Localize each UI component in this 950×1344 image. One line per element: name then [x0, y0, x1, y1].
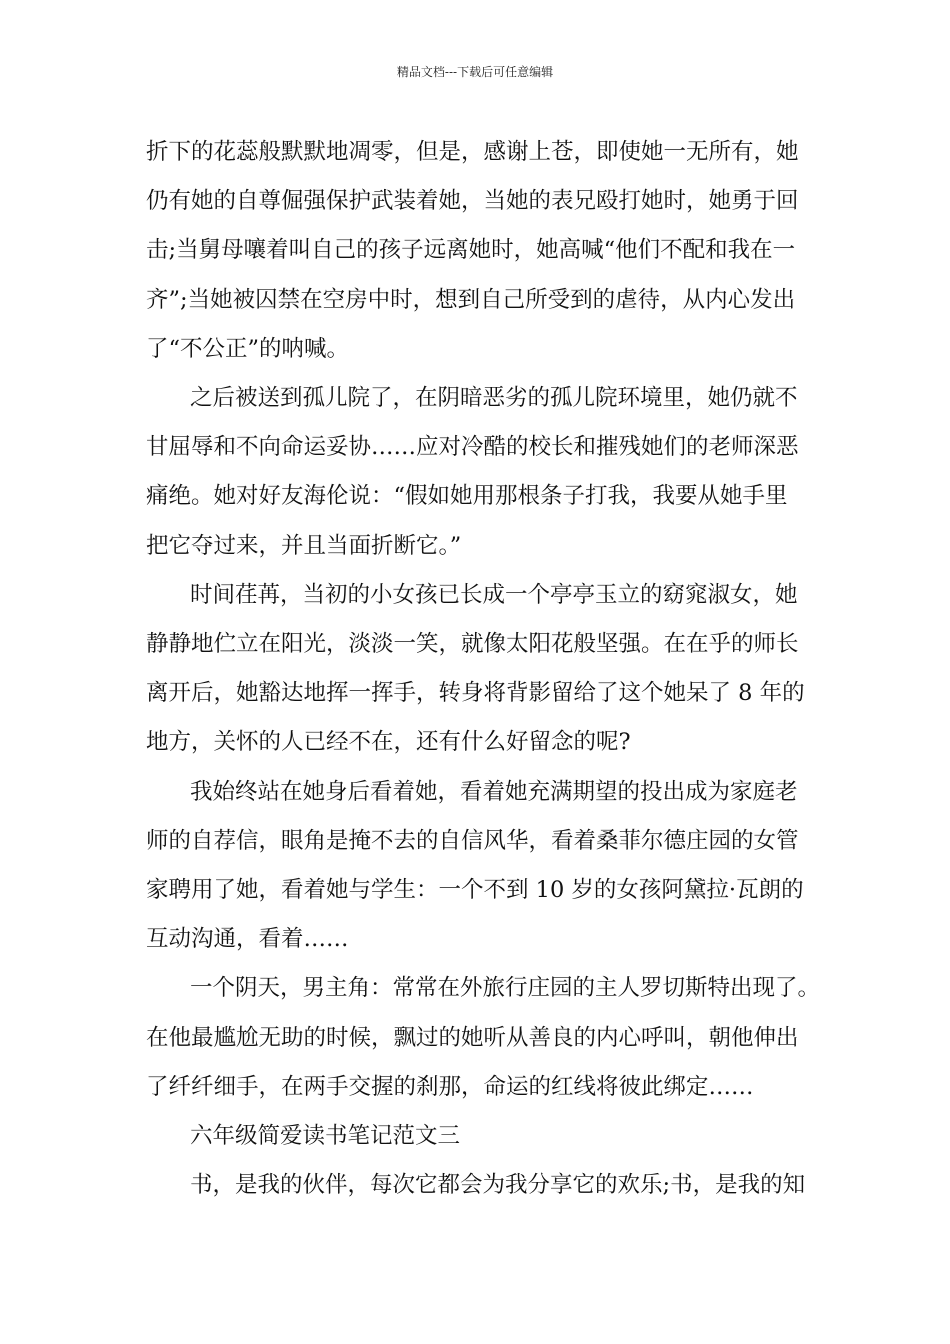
text-line: 家聘用了她，看着她与学生：一个不到 10 岁的女孩阿黛拉·瓦朗的 [146, 877, 804, 903]
text-line: 了纤纤细手，在两手交握的刹那，命运的红线将彼此绑定…… [146, 1073, 754, 1100]
text-line: 了“不公正”的呐喊。 [146, 335, 350, 362]
text-line: 折下的花蕊般默默地凋零，但是，感谢上苍，即使她一无所有，她 [146, 139, 799, 165]
text-line: 之后被送到孤儿院了，在阴暗恶劣的孤儿院环境里，她仍就不 [190, 385, 798, 411]
text-line: 一个阴天，男主角：常常在外旅行庄园的主人罗切斯特出现了。 [190, 975, 821, 1002]
text-line: 甘屈辱和不向命运妥协……应对冷酷的校长和摧残她们的老师深恶 [146, 434, 799, 461]
text-line: 时间荏苒，当初的小女孩已长成一个亭亭玉立的窈窕淑女，她 [190, 581, 798, 608]
text-line: 师的自荐信，眼角是掩不去的自信风华，看着桑菲尔德庄园的女管 [146, 827, 799, 854]
text-line: 把它夺过来，并且当面折断它。” [146, 532, 462, 559]
section-heading: 六年级简爱读书笔记范文三 [190, 1123, 461, 1149]
text-line: 我始终站在她身后看着她，看着她充满期望的投出成为家庭老 [190, 778, 798, 805]
text-line: 痛绝。她对好友海伦说：“假如她用那根条子打我，我要从她手里 [146, 483, 788, 510]
text-line: 击;当舅母嚷着叫自己的孩子远离她时，她高喊“他们不配和我在一 [146, 237, 796, 264]
text-line: 互动沟通，看着…… [146, 926, 349, 953]
text-line: 书，是我的伙伴，每次它都会为我分享它的欢乐;书，是我的知 [190, 1172, 806, 1199]
text-line: 地方，关怀的人已经不在，还有什么好留念的呢? [146, 729, 631, 756]
text-line: 齐”;当她被囚禁在空房中时，想到自己所受到的虐待，从内心发出 [146, 286, 796, 313]
text-line: 在他最尴尬无助的时候，飘过的她听从善良的内心呼叫，朝他伸出 [146, 1024, 799, 1051]
text-line: 离开后，她豁达地挥一挥手，转身将背影留给了这个她呆了 8 年的 [146, 680, 805, 707]
page-header: 精品文档---下载后可任意编辑 [396, 65, 554, 79]
text-line: 静静地伫立在阳光，淡淡一笑，就像太阳花般坚强。在在乎的师长 [146, 631, 799, 657]
text-line: 仍有她的自尊倔强保护武装着她，当她的表兄殴打她时，她勇于回 [146, 188, 799, 215]
